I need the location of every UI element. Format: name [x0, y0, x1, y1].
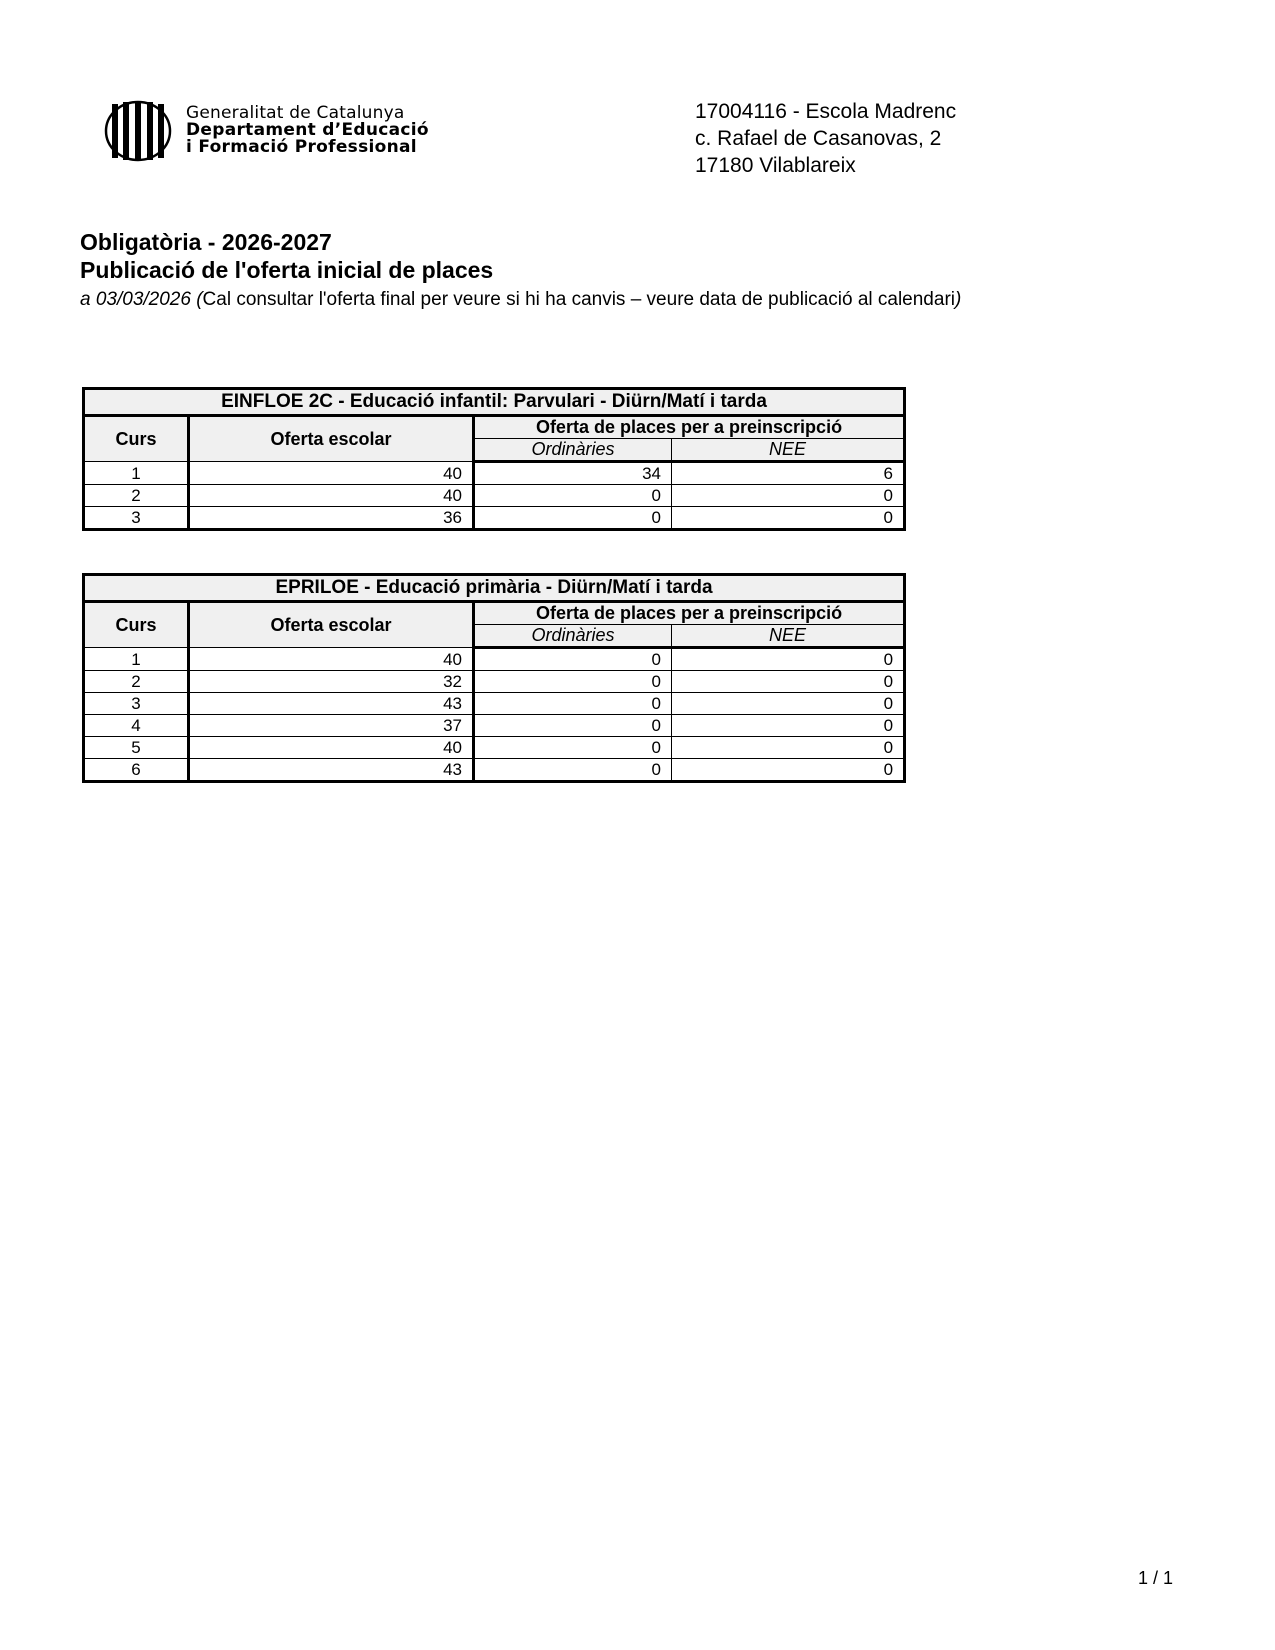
cell-ordinaries: 0: [474, 759, 672, 782]
table-row: [84, 759, 905, 782]
cell-oferta: 40: [189, 737, 474, 759]
cell-curs: 2: [84, 485, 189, 507]
publication-note-close: ): [955, 289, 962, 310]
column-header-curs: Curs: [84, 416, 189, 462]
publication-note-text: Cal consultar l'oferta final per veure si hi ha canvis – veure data de publicació al calendari: [202, 289, 955, 310]
cell-curs: 1: [84, 462, 189, 485]
table-row: [84, 485, 905, 507]
cell-curs: 3: [84, 507, 189, 530]
cell-nee: 0: [672, 507, 905, 530]
table-caption: EPRILOE - Educació primària - Diürn/Matí i tarda: [84, 575, 905, 602]
school-street: c. Rafael de Casanovas, 2: [695, 127, 942, 150]
table-row: [84, 462, 905, 485]
table-row: [84, 671, 905, 693]
cell-nee: 0: [672, 485, 905, 507]
cell-curs: 5: [84, 737, 189, 759]
cell-oferta: 40: [189, 462, 474, 485]
cell-oferta: 36: [189, 507, 474, 530]
cell-nee: 6: [672, 462, 905, 485]
table-row: [84, 737, 905, 759]
column-header-ordinaries: Ordinàries: [474, 625, 672, 648]
table-row: [84, 693, 905, 715]
table-caption: EINFLOE 2C - Educació infantil: Parvulari - Diürn/Matí i tarda: [84, 389, 905, 416]
cell-nee: 0: [672, 715, 905, 737]
cell-nee: 0: [672, 648, 905, 671]
school-city: 17180 Vilablareix: [695, 154, 856, 177]
column-header-oferta-escolar: Oferta escolar: [189, 602, 474, 648]
logo-department: Departament d’Educació: [186, 119, 429, 140]
cell-ordinaries: 0: [474, 693, 672, 715]
cell-oferta: 43: [189, 759, 474, 782]
document-title: Obligatòria - 2026-2027: [80, 229, 332, 255]
cell-nee: 0: [672, 693, 905, 715]
cell-ordinaries: 0: [474, 648, 672, 671]
table-row: [84, 507, 905, 530]
publication-date: a 03/03/2026 (: [80, 289, 203, 310]
column-header-nee: NEE: [672, 439, 905, 462]
document-heading: [80, 228, 961, 314]
cell-curs: 6: [84, 759, 189, 782]
cell-ordinaries: 0: [474, 671, 672, 693]
school-name: 17004116 - Escola Madrenc: [695, 100, 957, 123]
column-header-oferta-places: Oferta de places per a preinscripció: [474, 602, 905, 625]
cell-oferta: 40: [189, 485, 474, 507]
column-header-curs: Curs: [84, 602, 189, 648]
cell-oferta: 37: [189, 715, 474, 737]
cell-ordinaries: 0: [474, 507, 672, 530]
cell-oferta: 40: [189, 648, 474, 671]
school-address: [695, 98, 956, 179]
cell-nee: 0: [672, 737, 905, 759]
table-row: [84, 715, 905, 737]
cell-nee: 0: [672, 759, 905, 782]
offer-table-primaria: [82, 573, 906, 783]
column-header-nee: NEE: [672, 625, 905, 648]
cell-curs: 2: [84, 671, 189, 693]
cell-nee: 0: [672, 671, 905, 693]
table-row: [84, 648, 905, 671]
cell-ordinaries: 0: [474, 737, 672, 759]
column-header-oferta-escolar: Oferta escolar: [189, 416, 474, 462]
page-number: 1 / 1: [1138, 1568, 1174, 1588]
column-header-oferta-places: Oferta de places per a preinscripció: [474, 416, 905, 439]
cell-curs: 4: [84, 715, 189, 737]
offer-table-infantil: [82, 387, 906, 531]
cell-oferta: 43: [189, 693, 474, 715]
document-subtitle: Publicació de l'oferta inicial de places: [80, 257, 494, 283]
cell-oferta: 32: [189, 671, 474, 693]
logo-department-cont: i Formació Professional: [186, 136, 417, 157]
cell-curs: 3: [84, 693, 189, 715]
cell-ordinaries: 0: [474, 715, 672, 737]
cell-ordinaries: 34: [474, 462, 672, 485]
column-header-ordinaries: Ordinàries: [474, 439, 672, 462]
generalitat-logo: [104, 100, 429, 162]
cell-curs: 1: [84, 648, 189, 671]
generalitat-emblem-icon: [104, 100, 172, 162]
publication-note: [80, 286, 961, 314]
logo-generalitat: Generalitat de Catalunya: [186, 102, 405, 123]
cell-ordinaries: 0: [474, 485, 672, 507]
